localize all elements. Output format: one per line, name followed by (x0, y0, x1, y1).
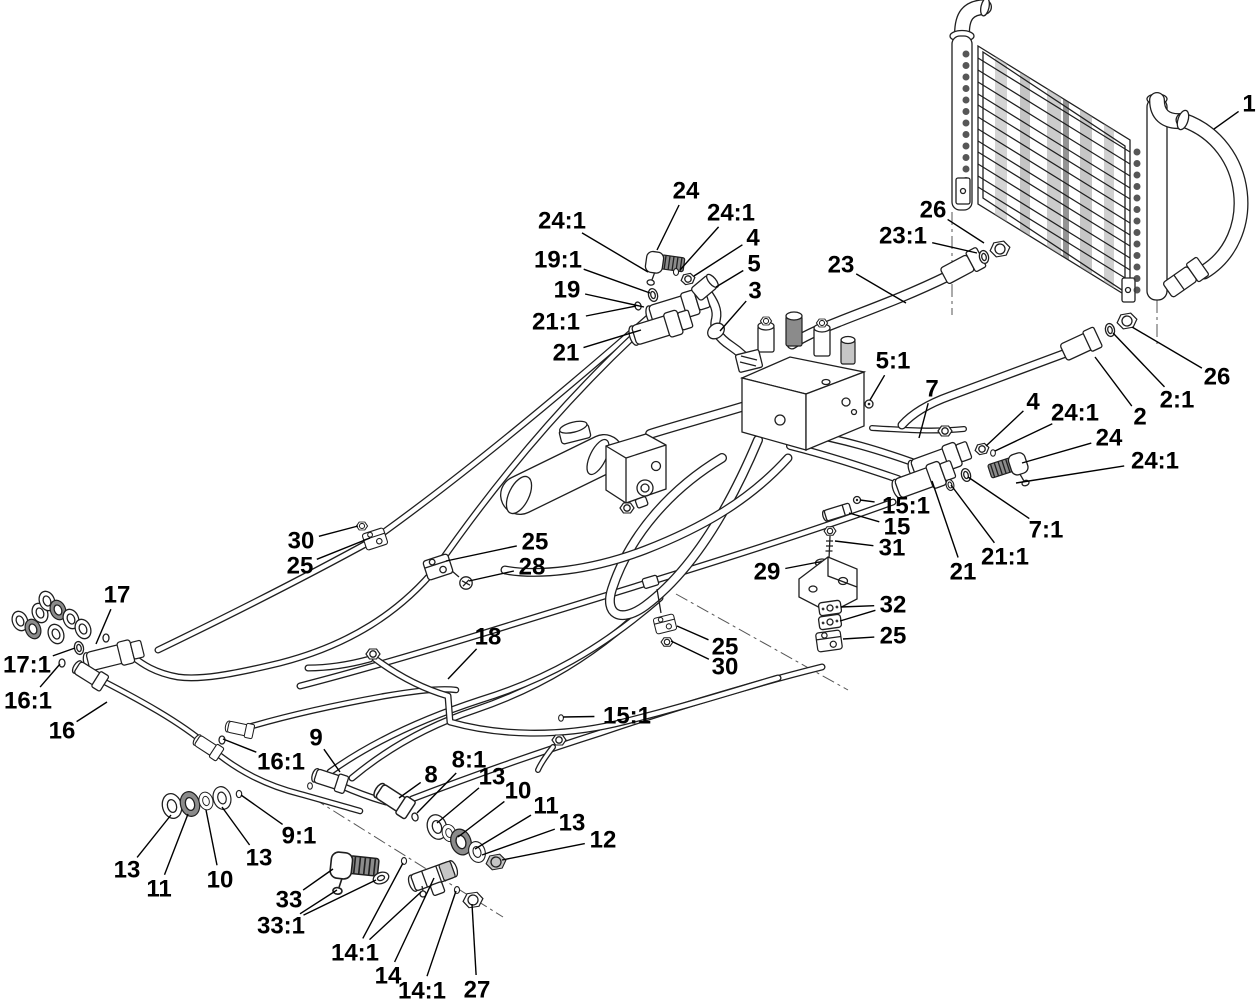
callout-leader (585, 294, 644, 307)
callout-leader (951, 485, 994, 543)
callout-label-4: 4 (746, 224, 760, 252)
callout-leader (843, 637, 874, 639)
callout-label-25: 25 (286, 552, 314, 580)
nut-12 (485, 853, 507, 870)
callout-label-27: 27 (463, 976, 491, 1004)
callout-label-30: 30 (287, 527, 315, 555)
callout-label-2: 2 (1133, 403, 1147, 431)
callout-label-24-1: 24:1 (537, 207, 587, 235)
callout-leader (469, 571, 514, 581)
oil-cooler (950, 0, 1241, 302)
solenoid-4 (841, 337, 855, 365)
callout-leader (303, 869, 333, 890)
callout-leader (586, 306, 636, 316)
callout-leader (932, 481, 958, 558)
screw-28 (460, 577, 472, 589)
callout-label-7: 7 (925, 375, 939, 403)
clamp-25-mid (423, 553, 454, 580)
nut-30-center (661, 638, 673, 647)
o-ring-16-1 (59, 659, 65, 667)
o-ring-small (103, 634, 109, 642)
callout-leader (720, 301, 746, 331)
nut-15-bottom (552, 735, 566, 745)
cooler-mount-tab (956, 178, 970, 204)
callout-label-21-1: 21:1 (980, 543, 1030, 571)
o-ring-9-1 (236, 790, 241, 797)
callout-label-2-1: 2:1 (1159, 386, 1195, 414)
callout-label-10: 10 (206, 866, 234, 894)
cooler-right-pipe (1147, 98, 1167, 300)
cylinder-port-nut (620, 503, 634, 513)
bolt-31-shaft (826, 536, 834, 559)
callout-label-23: 23 (827, 251, 855, 279)
callout-label-7-1: 7:1 (1028, 516, 1064, 544)
callout-leader (319, 526, 358, 536)
callout-leader (995, 424, 1052, 451)
callout-leader (563, 717, 594, 718)
callout-leader (584, 269, 650, 293)
callout-leader (716, 271, 743, 288)
callout-leader (475, 815, 531, 849)
o-ring-7-1 (960, 468, 972, 483)
callout-label-13: 13 (558, 809, 586, 837)
o-ring-24-1 (673, 269, 678, 276)
callout-label-23-1: 23:1 (878, 222, 928, 250)
callout-label-14-1: 14:1 (397, 977, 447, 1005)
o-ring-15-1-bottom (559, 715, 564, 721)
callout-label-14: 14 (374, 962, 402, 990)
tube-branch-fitting (224, 719, 255, 739)
clamp-32-upper (818, 600, 842, 616)
nut-26-upper (989, 240, 1011, 257)
o-ring-24-1-right (991, 450, 996, 456)
callout-label-32: 32 (879, 591, 907, 619)
elbow-fitting-24-right (987, 451, 1034, 495)
solenoid-3 (814, 319, 830, 356)
callout-label-24: 24 (1095, 424, 1123, 452)
callout-leader (458, 801, 504, 837)
callout-label-19-1: 19:1 (533, 246, 583, 274)
callout-label-33-1: 33:1 (256, 912, 306, 940)
callout-leader (502, 844, 585, 860)
callout-label-15-1: 15:1 (881, 492, 931, 520)
callout-leader (223, 739, 256, 752)
callout-label-25: 25 (879, 622, 907, 650)
seal-ring (45, 622, 66, 646)
o-ring-8-1 (411, 812, 419, 821)
solenoid-2 (786, 312, 802, 346)
washer-11-left (178, 789, 203, 818)
callout-label-19: 19 (553, 276, 581, 304)
callout-leader (968, 477, 1029, 519)
callout-label-16: 16 (48, 717, 76, 745)
tube-18-nut (366, 649, 380, 659)
cooler-mount-tab (1122, 278, 1135, 302)
callout-label-33: 33 (275, 886, 303, 914)
callout-label-25: 25 (521, 528, 549, 556)
nut-4 (680, 273, 696, 286)
callout-label-13: 13 (478, 763, 506, 791)
callout-label-28: 28 (518, 553, 546, 581)
control-valve-block (735, 312, 864, 450)
callout-leader (472, 904, 476, 975)
callout-label-16-1: 16:1 (256, 748, 306, 776)
elbow-fitting-24 (643, 251, 685, 290)
callout-label-1: 1 (1242, 90, 1256, 118)
callout-label-31: 31 (878, 534, 906, 562)
callout-label-24: 24 (672, 177, 700, 205)
callout-label-29: 29 (753, 558, 781, 586)
tube-16-mid-fitting (191, 732, 225, 761)
o-ring-19-1 (647, 288, 659, 303)
clamp-32-lower (818, 614, 842, 630)
callout-leader (694, 245, 742, 276)
cylinder-valve-body (606, 434, 666, 503)
callout-leader (1016, 466, 1124, 483)
callout-label-4: 4 (1026, 388, 1040, 416)
hose-23-fitting (939, 247, 986, 286)
nut-30-left (356, 522, 367, 530)
callout-label-5-1: 5:1 (875, 347, 911, 375)
clamp-25-center (653, 614, 677, 635)
callout-label-24-1: 24:1 (706, 199, 756, 227)
callout-label-8: 8 (424, 761, 438, 789)
callout-leader (860, 500, 875, 502)
callout-label-10: 10 (504, 777, 532, 805)
callout-label-11: 11 (533, 792, 559, 820)
callout-leader (1022, 443, 1091, 463)
hose-1-end-fitting (1161, 257, 1209, 300)
callout-leader (222, 807, 250, 845)
callout-label-16-1: 16:1 (3, 687, 53, 715)
callout-label-25: 25 (711, 633, 739, 661)
callout-leader (448, 649, 477, 679)
callout-label-12: 12 (589, 826, 617, 854)
callout-label-17: 17 (103, 581, 131, 609)
o-ring-small (308, 783, 313, 789)
callout-leader (677, 626, 709, 640)
o-ring-2-1 (1104, 323, 1116, 338)
callout-leader (427, 891, 456, 976)
callout-label-21-1: 21:1 (531, 308, 581, 336)
callout-label-9-1: 9:1 (281, 822, 317, 850)
callout-leader (582, 233, 648, 272)
callout-leader (370, 892, 422, 940)
callout-label-21: 21 (949, 558, 977, 586)
tube-7-nut (938, 426, 952, 436)
callout-label-9: 9 (309, 724, 323, 752)
fitting-8 (371, 780, 417, 820)
callout-leader (948, 219, 984, 243)
hydraulic-cylinder (501, 419, 666, 518)
callout-leader (241, 795, 283, 824)
nut-26-lower (1116, 312, 1138, 329)
callout-label-3: 3 (748, 277, 762, 305)
callout-leader (841, 606, 874, 607)
callout-label-11: 11 (146, 875, 172, 903)
callout-leader (870, 375, 885, 400)
callout-label-14-1: 14:1 (330, 939, 380, 967)
callout-leader (446, 546, 517, 561)
nut-27 (462, 892, 484, 909)
callout-leader (932, 243, 977, 253)
bolt-31-head (824, 527, 836, 536)
callout-label-18: 18 (474, 623, 502, 651)
callout-label-30: 30 (711, 653, 739, 681)
clamp-25-right (815, 630, 842, 652)
callout-label-13: 13 (113, 856, 141, 884)
rail-clip (642, 575, 659, 589)
callout-label-15: 15 (883, 513, 911, 541)
callout-label-17-1: 17:1 (2, 651, 52, 679)
callout-label-8-1: 8:1 (451, 746, 487, 774)
callout-leader (671, 641, 709, 659)
solenoid-1 (758, 317, 774, 352)
callout-leader (1095, 357, 1132, 406)
callout-leader (77, 702, 107, 722)
callout-leader (840, 610, 875, 621)
callout-leader (856, 274, 906, 303)
callout-label-15-1: 15:1 (602, 702, 652, 730)
callout-leader (657, 205, 679, 250)
callout-label-26: 26 (919, 196, 947, 224)
callout-label-24-1: 24:1 (1130, 447, 1180, 475)
callout-label-24-1: 24:1 (1050, 399, 1100, 427)
callout-label-5: 5 (747, 250, 761, 278)
callout-leader (137, 815, 171, 857)
callout-label-26: 26 (1203, 363, 1231, 391)
callout-leader (206, 810, 217, 865)
callout-label-13: 13 (245, 844, 273, 872)
callout-leader (1214, 111, 1239, 129)
callout-label-21: 21 (552, 339, 580, 367)
callout-leader (437, 788, 479, 823)
callout-leader (1132, 327, 1202, 368)
callout-leader (53, 648, 75, 656)
callout-leader (165, 814, 189, 875)
callout-leader (835, 541, 873, 546)
